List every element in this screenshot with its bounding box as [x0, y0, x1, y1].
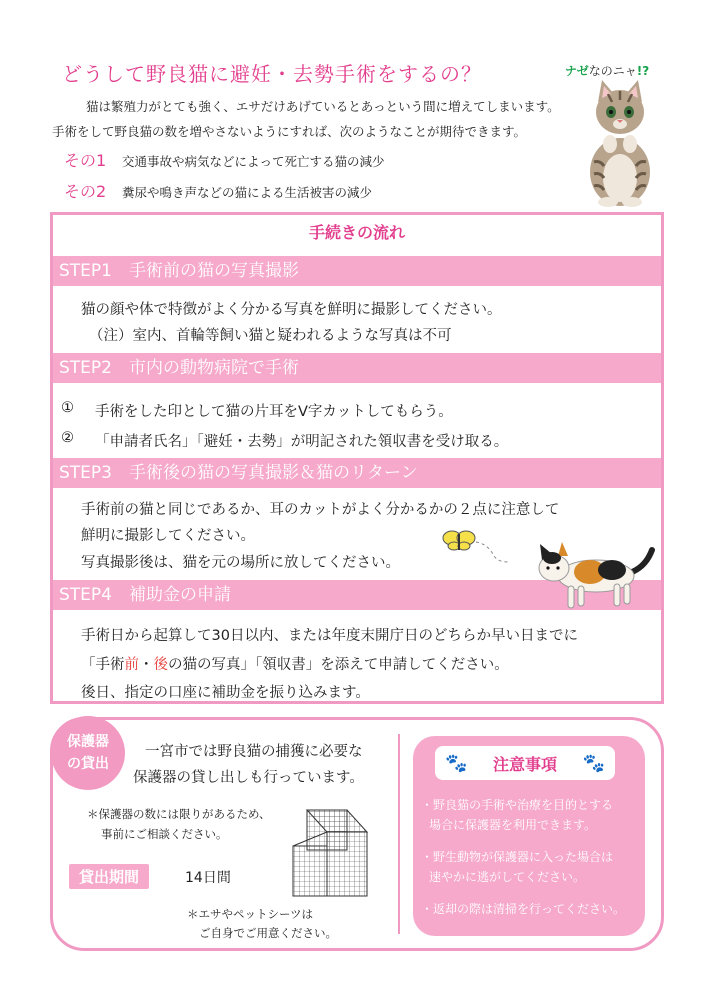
caution-title: 注意事項: [492, 754, 557, 774]
lending-desc-2: 保護器の貸し出しも行っています。: [133, 770, 364, 786]
step4-line-1: 手術日から起算して30日以内、または年度末開庁日のどちらか早い日までに: [81, 628, 578, 644]
butterfly-illustration: [442, 526, 512, 566]
step3-line-3: 写真撮影後は、猫を元の場所に放してください。: [81, 555, 400, 571]
speech-suffix: なのニャ: [588, 64, 637, 78]
step3-line-1: 手術前の猫と同じであるか、耳のカットがよく分かるかの２点に注意して: [81, 502, 560, 518]
intro-line-2: 手術をして野良猫の数を増やさないようにすれば、次のようなことが期待できます。: [52, 124, 527, 139]
step2-num-2: ②: [61, 430, 74, 446]
step1-line-2: （注）室内、首輪等飼い猫と疑われるような写真は不可: [89, 328, 452, 344]
lending-period-value: 14日間: [185, 870, 231, 886]
benefit-1-label: その1: [64, 151, 107, 170]
step4-text-a: 「手術: [81, 657, 125, 673]
step2-num-1: ①: [61, 400, 74, 416]
badge-line-1: 保護器: [67, 734, 109, 750]
speech-prefix: ナゼ: [565, 64, 589, 78]
trap-lending-box: [50, 717, 664, 951]
lending-note-3: ＊エサやペットシーツは: [187, 907, 314, 921]
benefit-2-label: その2: [64, 182, 107, 201]
step4-text-e: の猫の写真」「領収書」を添えて申請してください。: [168, 657, 509, 673]
caution-item-2-line-1: ・野生動物が保護器に入った場合は: [421, 850, 614, 864]
caution-header: [435, 746, 615, 780]
trap-cage-illustration: [289, 806, 389, 902]
cat-speech-bubble: [565, 62, 649, 79]
step1-line-1: 猫の顔や体で特徴がよく分かる写真を鮮明に撮影してください。: [81, 302, 502, 318]
step3-line-2: 鮮明に撮影してください。: [81, 528, 255, 544]
speech-mark: !?: [636, 64, 650, 78]
calico-cat-illustration: [532, 540, 660, 612]
benefit-1-text: 交通事故や病気などによって死亡する猫の減少: [122, 154, 385, 169]
paw-icon: 🐾: [582, 752, 605, 774]
intro-line-1: 猫は繁殖力がとても強く、エサだけあげているとあっという間に増えてしまいます。: [86, 99, 560, 114]
step2-item-1: 手術をした印として猫の片耳をV字カットしてもらう。: [95, 404, 453, 420]
step4-text-dot: ・: [139, 657, 154, 673]
step3-header: STEP3 手術後の猫の写真撮影＆猫のリターン: [53, 458, 661, 488]
page-title: どうして野良猫に避妊・去勢手術をするの？: [62, 62, 482, 86]
badge-line-2: の貸出: [67, 756, 109, 772]
paw-icon: 🐾: [445, 752, 468, 774]
caution-item-1-line-2: 場合に保護器を利用できます。: [429, 818, 597, 832]
caution-panel: [413, 736, 645, 936]
step2-item-2: 「申請者氏名」「避妊・去勢」が明記された領収書を受け取る。: [95, 434, 509, 450]
lending-note-2: 事前にご相談ください。: [101, 827, 228, 841]
caution-item-3-line-1: ・返却の際は清掃を行ってください。: [421, 902, 626, 916]
flow-title: 手続きの流れ: [308, 223, 405, 242]
step4-line-2: [81, 653, 509, 674]
caution-item-2-line-2: 速やかに逃がしてください。: [429, 870, 586, 884]
standing-cat-illustration: [572, 78, 668, 208]
caution-item-1-line-1: ・野良猫の手術や治療を目的とする: [421, 798, 614, 812]
step4-header: STEP4 補助金の申請: [53, 580, 661, 610]
section-divider: [398, 734, 400, 934]
lending-note-4: ご自身でご用意ください。: [199, 926, 337, 940]
benefit-2-text: 糞尿や鳴き声などの猫による生活被害の減少: [122, 185, 373, 200]
step2-header: STEP2 市内の動物病院で手術: [53, 353, 661, 383]
lending-desc-1: 一宮市では野良猫の捕獲に必要な: [145, 744, 363, 760]
step4-line-3: 後日、指定の口座に補助金を振り込みます。: [81, 685, 370, 701]
lending-badge: [51, 716, 125, 790]
step1-header: STEP1 手術前の猫の写真撮影: [53, 256, 661, 286]
step4-text-after: 後: [153, 657, 168, 673]
procedure-flow-box: [50, 212, 664, 704]
lending-period-label: 貸出期間: [69, 864, 149, 889]
lending-note-1: ＊保護器の数には限りがあるため、: [87, 807, 271, 821]
step4-text-before: 前: [124, 657, 139, 673]
